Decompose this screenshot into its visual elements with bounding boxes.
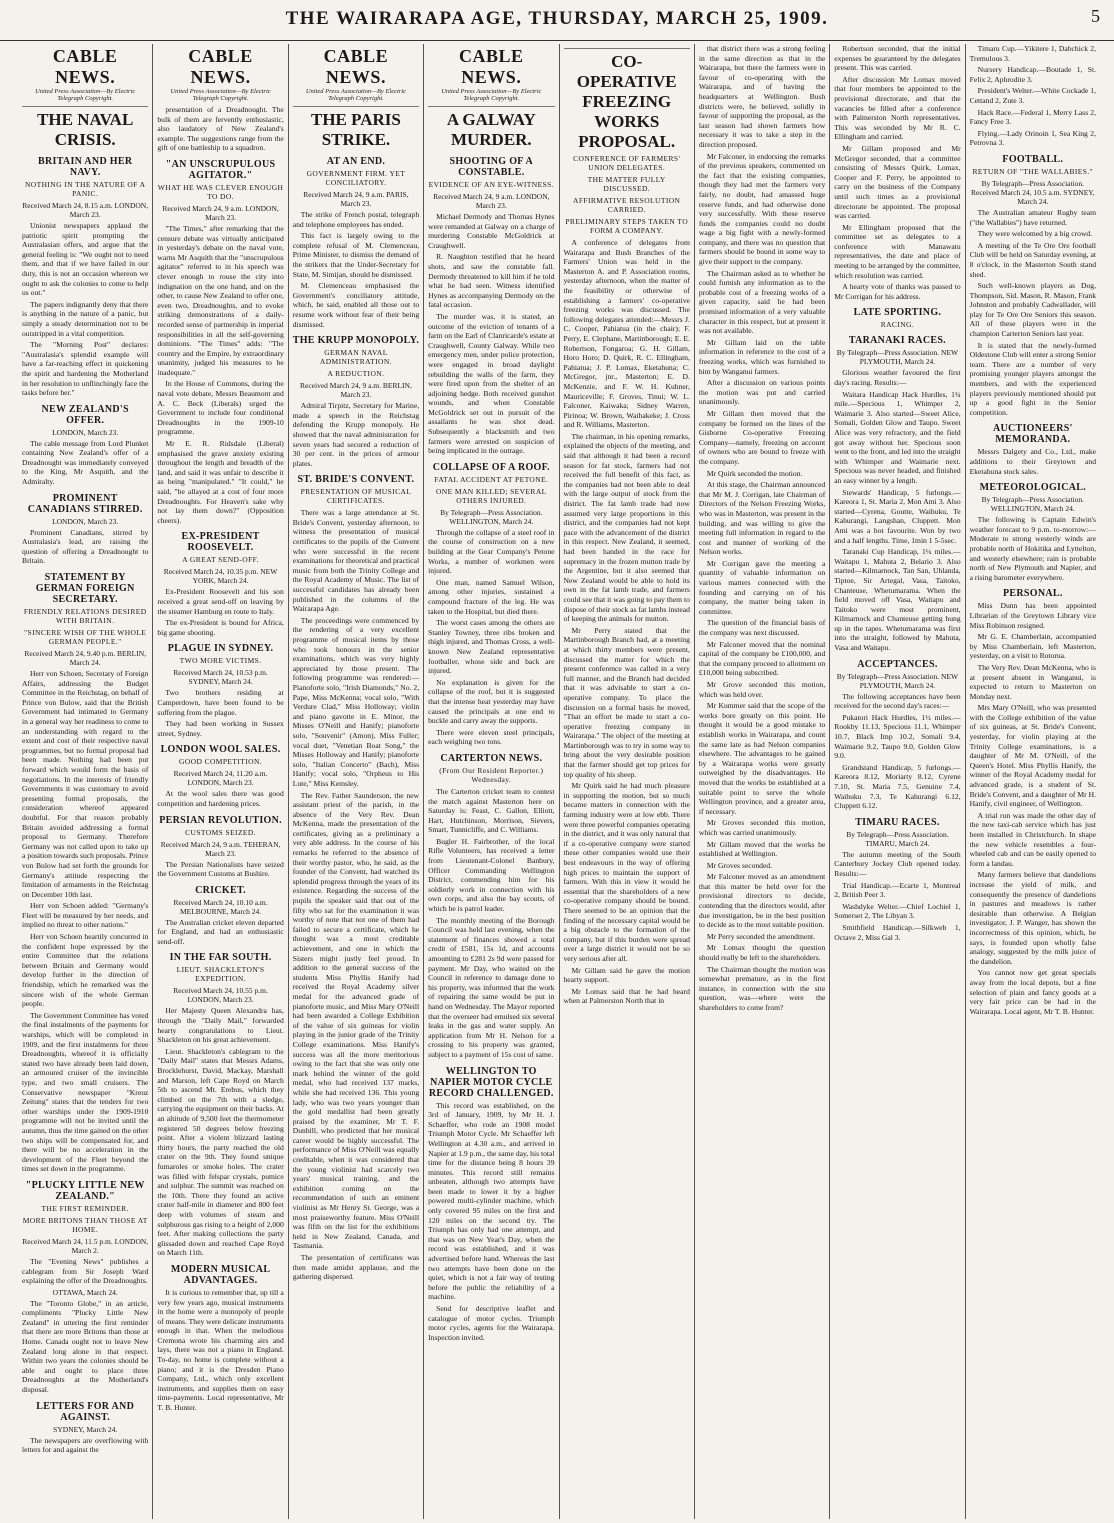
credit-line: United Press Association—By Electric Telegraph Copyright. bbox=[441, 88, 542, 102]
article-subheading: GOVERNMENT FIRM. YET CONCILIATORY. bbox=[306, 169, 406, 187]
paragraph: Mr Corrigan gave the meeting a quantity of valuable information on various matters connected with the founding and carrying on of his company, the matter being taken in committee. bbox=[698, 558, 826, 616]
article-heading: STATEMENT BY GERMAN FOREIGN SECRETARY. bbox=[35, 572, 135, 606]
paragraph: Mr Groves seconded. bbox=[706, 860, 773, 870]
paragraph: R. Naughton testified that he heard shots, and saw the constable fall. Dermody threatened to kill him if he told what he had seen. Witness identified Hynes as accompanying Dermody on the fatal occasion. bbox=[428, 252, 555, 310]
paragraph: Robertson seconded, that the initial expenses be guaranteed by the delegates present. This was carried. bbox=[834, 44, 961, 73]
dateline: Received March 24, 9 a.m. BERLIN, March 23. bbox=[300, 381, 412, 400]
article-subheading: THE MATTER FULLY DISCUSSED. bbox=[587, 175, 666, 193]
paragraph: Ex-President Roosevelt and his son received a great send-off on leaving by the steamer Hamburg en route to Italy. bbox=[157, 587, 284, 616]
paragraph: The ex-President is bound for Africa, big game shooting. bbox=[157, 618, 284, 637]
paragraph: Smithfield Handicap.—Silkweb 1, Octave 2, Miss Gal 3. bbox=[834, 922, 961, 942]
paragraph: There were eleven steel principals, each weighing two tons. bbox=[428, 727, 555, 747]
paragraph: Mr Falconer, in endorsing the remarks of the previous speakers, commented on the fact that the existing companies, though they had met the farmers very fairly, no doubt, had amassed huge reserve funds, and had otherwise done very successfully. With these reserve funds the companies could no doubt wage a big fight with a newly-formed company, and there was no question that farmers should be bound in some way to give their support to the company. bbox=[698, 151, 826, 267]
paragraph: Grandstand Handicap, 5 furlongs.—Kareora 8.12, Moriarty 8.12, Cyrene 7.10, St. Maria 7.5, Genuine 7.4, Waihuku 7.3, Te Kahurangi 6.12, Cluppett 6.12. bbox=[834, 762, 961, 811]
paragraph: Mr Lomax said that he had heard when at Palmerston North that in bbox=[563, 986, 690, 1006]
paragraph: Mr Quirk seconded the motion. bbox=[706, 468, 803, 478]
paragraph: Flying.—Lady Orinoin 1, Sea King 2, Petrovna 3. bbox=[969, 128, 1096, 148]
article-heading: AT AN END. bbox=[326, 156, 386, 167]
section-masthead: CABLE NEWS. bbox=[459, 46, 524, 87]
paragraph: Such well-known players as Dog, Thompson, Sid. Mason, R. Mason, Frank Johnston and probably Cadwallader, will play for Te Ore Ore Seniors this season. All of these players were in the champion Carterton Seniors last year. bbox=[969, 281, 1096, 339]
article-subheading: MORE BRITONS THAN THOSE AT HOME. bbox=[22, 1215, 148, 1234]
column-1 bbox=[18, 44, 153, 1519]
dateline: LONDON, March 23. bbox=[52, 516, 119, 526]
paragraph: Glorious weather favoured the first day's racing. Results:— bbox=[834, 368, 961, 388]
article-headline: A GALWAY MURDER. bbox=[428, 106, 554, 150]
column-8 bbox=[966, 44, 1100, 1519]
article-heading: IN THE FAR SOUTH. bbox=[169, 952, 272, 964]
article-heading: MODERN MUSICAL ADVANTAGES. bbox=[170, 1263, 271, 1286]
article-subheading: A REDUCTION. bbox=[327, 369, 385, 379]
paragraph: Trial Handicap.—Ecarte 1, Montreal 2, British Peer 3. bbox=[834, 880, 961, 900]
article-heading: LATE SPORTING. bbox=[853, 307, 942, 319]
article-heading: NEW ZEALAND'S OFFER. bbox=[41, 403, 129, 426]
column-5 bbox=[560, 44, 695, 1519]
paragraph: The Australian amateur Rugby team ("the Wallabies") have returned. bbox=[969, 207, 1096, 227]
paragraph: Herr von Schoen heartily concurred in the confident hope expressed by the entire Committee that the relations between Britain and Germany would develop further in the direction of friendship, which he remarked was the sincere wish of the whole German people. bbox=[22, 932, 149, 1009]
article-subheading: NOTHING IN THE NATURE OF A PANIC. bbox=[24, 180, 146, 198]
paragraph: In the House of Commons, during the naval vote debate, Messrs Beaumont and A. C. Beck (Liberals) urged the Government to include four conditional Dreadnoughts in the 1909-10 programme. bbox=[157, 379, 284, 437]
paragraph: This record was established, on the 3rd of January, 1909, by Mr H. J. Schaeffer, who rode an 1908 model Triumph Motor Cycle. Mr Schaeffer left Wellington at 4.30 a.m., and arrived in Napier at 1.9 p.m., the same day, his total time for the distance being 8 hours 39 minutes. This record still remains unbeaten, although two attempts have been made to lower it by a higher powered multi-cylinder machine, which only covered 95 miles on the first and 120 miles on the second try. The Triumph has only had one attempt, and that was on New Year's Day, when the record was established, and it was advertised before hand. Whereas the last two attempts have been done on the quiet, which is not a fair way of testing before the public the reliability of a machine. bbox=[428, 1100, 555, 1302]
article-heading: METEOROLOGICAL. bbox=[979, 482, 1087, 494]
article-heading: ACCEPTANCES. bbox=[857, 658, 938, 670]
paragraph: The Rev. Father Saunderson, the new assistant priest of the parish, in the absence of the Very Rev. Dean McKenna, made the presentation of the certificates, giving as a preliminary a very able address. In the course of his remarks he referred to the absence of their worthy pastor, who, he said, as the founder of the Convent, had watched its splendid progress through the years of its existence. Regarding the success of the pupils the speaker said that out of the fifty who sat for the examination it was worthy of note that not one of them had failed to secure a certificate, which he thought was a most creditable achievement, and one in which the Sisters might justly feel proud. In addition to the general success of the students Miss Phyllis Hanify had received the Royal Academy silver medal for the advanced grade of pianoforte music, and Miss Mary O'Neill had been awarded a College Exhibition of the value of six guineas for violin playing in the junior grade of the Trinity College examinations. Miss Hanify's success was all the more meritorious owing to the fact that she was only one mark behind the winner of the gold medal, who had received 137 marks, while she had received 136. This young lady, who was two years younger than the gold medallist had been greatly praised by the examiner, Mr T. F. Dunhill, who predicted that her musical career would be highly successful. The performance of Miss O'Neill was equally creditable, when it was considered that the young violinist had scarcely two years' musical training, and the exhibition coming on the recommendation of such an eminent violinist as Mr Henry St. George, was a most praiseworthy feature. Miss O'Neill was fifth on the list for the exhibitions held in New Zealand, Canada, and Tasmania. bbox=[292, 790, 420, 1251]
paragraph: M. Clemenceau emphasised the Government's conciliatory attitude, which, he said, enabled all those out to resume work without fear of their being dismissed. bbox=[292, 281, 420, 329]
paragraph: Mr Perry stated that the Martinborough Branch had, at a meeting at which thirty members were present, discussed the matter for which the present conference was called in a very full manner, and the Branch had decided that it was advisable to start a co-operative company. To place the discussion on a formal basis he moved, "That an effort be made to start a co-operative freezing company in Wairarapa." The object of the meeting at Martinborough was to try in some way to bring about the very desirable position that the farmer should get top prices for top quality of his sheep. bbox=[563, 625, 690, 779]
paragraph: The "Evening News" publishes a cablegram from Sir Joseph Ward explaining the offer of the Dreadnoughts. bbox=[22, 1256, 149, 1286]
paragraph: Mr Falconer moved as an amendment that this matter be held over for the provisional directors to decide, contending that the directors would, after due investigation, be in the best position to decide as to the most suitable position. bbox=[698, 872, 826, 930]
paragraph: Mr E. R. Ridsdale (Liberal) emphasised the grave anxiety existing throughout the length and breadth of the land, and said it was unfair to describe it as being "manipulated." "It could," he said, "be allayed at a cost of four more Dreadnoughts. For Heaven's sake why not lay them down?" (Opposition cheers). bbox=[157, 439, 284, 525]
paragraph: The Government Committee has voted the final instalments of the payments for warships, which will be completed in 1909, and the first instalments for three Dreadnoughts, whereof it is officially stated two have already been laid down, an armoured cruiser of the invincible type, and two small cruisers. The Conservative newspaper "Kreuz Zeitung" states that the tenders for two other warships under the 1909-1910 programme will not be invited until the autumn, thus the time gained on the other two ships will be compensated for, and there will be no acceleration in the development of the Fleet beyond the times set down in the programme. bbox=[22, 1010, 149, 1174]
paragraph: Mr Perry seconded the amendment. bbox=[706, 931, 816, 941]
paragraph: Mr Quirk said he had much pleasure in supporting the motion, but so much became matters in connection with the farming industry were at low ebb. There were three powerful companies operating in the district, and it was only natural that if a co-operative company were started these other companies would use their best endeavours in the way of offering high prices to maintain the support of farmers. With this in view it would be essential that the shareholders of a new co-operative company should be bound. There seemed to be an opinion that the finding of the necessary capital would be a big obstacle to the formation of the company, but if this burden were spread over a large district it would not be so very serious after all. bbox=[563, 781, 690, 963]
paragraph: The question of the financial basis of the company was next discussed. bbox=[698, 618, 826, 638]
article-heading: LONDON WOOL SALES. bbox=[160, 744, 281, 756]
article-subheading: THE FIRST REMINDER. bbox=[41, 1203, 129, 1213]
paragraph: Mr Ellingham proposed that the committee set as delegates to a conference with Manawatu representatives, the date and place of meeting to be arranged by the committee, which resolution was carried. bbox=[834, 222, 961, 280]
article-headline: THE NAVAL CRISIS. bbox=[22, 106, 148, 150]
paragraph: A hearty vote of thanks was passed to Mr Corrigan for his address. bbox=[834, 282, 961, 301]
paragraph: It is stated that the newly-formed Oldestone Club will enter a strong Senior team. There are a number of very promising younger players amongst the members, and with the experienced players previously mentioned should put up a good fight in the Senior competition. bbox=[969, 340, 1096, 417]
paragraph: that district there was a strong feeling in the same direction as that in the Wairarapa, but there the farmers were in favour of co-operating with the Wairarapa, and of having the headquarters at Wellington. Bush districts were, he believed, solidly in favour of supporting the proposal, as the last season had shown farmers how necessary it was to take a step in the direction proposed. bbox=[698, 44, 826, 149]
masthead bbox=[0, 0, 1114, 41]
article-subheading: "SINCERE WISH OF THE WHOLE GERMAN PEOPLE." bbox=[24, 628, 147, 647]
article-heading: THE KRUPP MONOPOLY. bbox=[292, 335, 420, 347]
paragraph: Two brothers residing at Camperdown, have been found to be suffering from the plague. bbox=[157, 688, 284, 717]
paragraph: The Persian Nationalists have seized the Government Customs at Bushire. bbox=[157, 859, 284, 879]
paragraph: The autumn meeting of the South Canterbury Jockey Club opened today. Results:— bbox=[834, 849, 961, 878]
paragraph: Bugler H. Fairbrother, of the local Rifle Volunteers, has received a letter from Lieutenant-Colonel Banbury, Officer Commanding Wellington District, commending him for his soldierly work in connection with his own corps, and also the bay scouts, of which he is patrol leader. bbox=[428, 836, 555, 914]
paragraph: The monthly meeting of the Borough Council was held last evening, when the statement of finances showed a total credit of £581, 15s 1d, and accounts amounting to £281 2s 9d were passed for payment. Mr Day, who waited on the Council in reference to damage done to his property, was informed that the work of repairing the same would be put in hand on Wednesday. The Mayor reported that the overseer had emulsed six several leaks in the gas and water supply. An application from Mr H. Nelson for a crossing to his property was granted, subject to a payment of 15s cost of same. bbox=[428, 915, 555, 1059]
paragraph: The papers indignantly deny that there is anything in the nature of a panic, but simply a steady determination not to be outstripped in a vital competition. bbox=[22, 299, 149, 338]
dateline: By Telegraph—Press Association. WELLINGTON, March 24. bbox=[981, 495, 1085, 514]
paragraph: The proceedings were commenced by the rendering of a very excellent programme of musical items by those who took honours in the senior examinations, which was very highly appreciated by those present. The following programme was rendered:—Pianoforte solo, "Irish Diamonds," No. 2, Pape, Miss McKenna; vocal solo, "With Verdure Clad," Miss Holloway; violin and piano gavotte in E. Minor, the Misses O'Neill and Hanify; pianoforte solo, "Souvenir" (Amon), Miss Fuller; vocal duet, "Venetian Boat Song," the Misses Holloway and Hanify; pianoforte solo, "Italian Concerto" (Bach), Miss Hanify; vocal solo, "Orpheus to His Lute," Miss Kemsley. bbox=[292, 615, 420, 788]
article-heading: "AN UNSCRUPULOUS AGITATOR." bbox=[165, 158, 276, 181]
article-headline: CO-OPERATIVE FREEZING WORKS PROPOSAL. bbox=[564, 48, 690, 152]
section-masthead: CABLE NEWS. bbox=[52, 46, 118, 87]
paragraph: Messrs Dalgety and Co., Ltd., make additions to their Greytown and Eketahuna stock sales. bbox=[969, 447, 1096, 476]
paragraph: Timaru Cup.—Yikitere 1, Dabchick 2, Tremulous 3. bbox=[969, 44, 1096, 63]
article-subheading: CONFERENCE OF FARMERS' UNION DELEGATES. bbox=[573, 154, 681, 172]
paragraph: One man, named Samuel Wilson, among other injuries, sustained a compound fracture of the leg. He was taken to the Hospital, but died there. bbox=[428, 577, 555, 616]
paragraph: Through the collapse of a steel roof in the course of construction on a new building at the Gear Company's Petone Works, a number of workmen were injured. bbox=[428, 527, 555, 576]
article-subheading: AFFIRMATIVE RESOLUTION CARRIED. bbox=[573, 196, 681, 214]
dateline: SYDNEY, March 24. bbox=[53, 1424, 118, 1434]
paragraph: The Carterton cricket team to contest the match against Masterton here on Saturday is: Feast, C. Gallon, Elliott, Hart, Hutchinson, Morrison, Sievers, Smart, Tunnicliffe, and C. Williams. bbox=[428, 786, 555, 835]
paragraph: Mr Kummer said that the scope of the works bore greatly on this point. He thought it would be a good mistake to establish works in Wairarapa, and count the same late as had Nelson companies elsewhere. The advantages to be gained by a Wairarapa works were greatly outweighed by the disadvantages. He moved that the works be established at a suitable point to serve the whole Wellington province, and a greater area, if necessary. bbox=[698, 701, 826, 816]
paragraph: Mr Falconer moved that the nominal capital of the company be £100,000, and that the company proceed to allotment on £10,000 being subscribed. bbox=[698, 639, 826, 678]
dateline: Received March 24, 8.15 a.m. LONDON, March 23. bbox=[22, 201, 149, 219]
dateline: Received March 24, 9.40 p.m. BERLIN, March 24. bbox=[24, 649, 146, 668]
paragraph: They were welcomed by a big crowd. bbox=[977, 229, 1093, 239]
column-4 bbox=[424, 44, 559, 1519]
article-subheading: RETURN OF "THE WALLABIES." bbox=[972, 166, 1094, 176]
paragraph: After discussion Mr Lomax moved that four members be appointed to the provisional directorate, and that the vacancies be filled after a conference with Palmerston North representatives. This was seconded by Mr R. C. Ellingham and carried. bbox=[834, 74, 961, 142]
paragraph: Herr von Schoen, Secretary of Foreign Affairs, addressing the Budget Committee in the Reichstag, on behalf of Prince von Bulow, said that the British Government had intimated to Germany in a general way her readiness to come to an understanding with regard to the extent and cost of their respective naval programmes, but no formal proposal had been made. Nothing had been put forward which would form the basis of negotiations. In the interests of friendly Governments it was customary to avoid presenting formal proposals, the consideration whereof appeared doubtful. For that reason probably Britain avoided addressing a formal proposal to Germany. Therefore Germany was not called upon to take up a position towards such proposals. Prince von Bulow had set forth the grounds for Germany's attitude respecting the limitation of armaments in the Reichstag on December 10th last. bbox=[22, 669, 149, 899]
article-subheading: GERMAN NAVAL ADMINISTRATION. bbox=[319, 348, 392, 367]
article-heading: WELLINGTON TO NAPIER MOTOR CYCLE RECORD CHALLENGED. bbox=[428, 1065, 554, 1099]
dateline: Received March 24, 9 a.m. TEHERAN, March 23. bbox=[160, 839, 281, 858]
paragraph: Nursery Handicap.—Boutade 1, St. Felix 2, Aphrodite 3. bbox=[969, 65, 1096, 84]
paragraph: Michael Dermody and Thomas Hynes were remanded at Galway on a charge of murdering Constable McGoldrick at Craughwell. bbox=[428, 212, 555, 250]
article-subheading: LIEUT. SHACKLETON'S EXPEDITION. bbox=[176, 965, 265, 984]
paragraph: Mr Gillam then moved that the company be formed on the lines of the Gisborne Co-operative Freezing Company—namely, freezing on account of owners who are bound to freeze with the company. bbox=[698, 408, 826, 466]
credit-line: United Press Association—By Electric Telegraph Copyright. bbox=[35, 88, 136, 102]
dateline: Received March 24, 10.35 p.m. NEW YORK, March 24. bbox=[163, 567, 278, 586]
paragraph: Admiral Tirpitz, Secretary for Marine, made a speech in the Reichstag defending the Krupp monopoly. He showed that the naval administration for seven years had secured a reduction of 30 per cent. in the prices of armour plates. bbox=[292, 401, 420, 468]
dateline: Received March 24, 10.55 p.m. LONDON, March 23. bbox=[173, 986, 268, 1005]
page-number: 5 bbox=[1091, 6, 1100, 26]
paragraph: The Chairman thought the motion was somewhat premature, as in the first instance, in connection with the site question, was—where were the shareholders to come from? bbox=[698, 964, 826, 1012]
dateline: Received March 24, 10.10 a.m. MELBOURNE, March 24. bbox=[173, 897, 268, 916]
paragraph: Taranaki Cup Handicap, 1¼ miles.—Waitapu 1, Mahuta 2, Belario 3. Also started—Kilmarnock, Tan San, Uhlanda, Tiptoe, Sir Artegal, Vasa, Taitoko, Chanteuse, Whetumarama. When the field moved off Vasa, Waitapu and Taitoko were most prominent, Kilmarnock and Chanteuse getting hung up in the tapes. Whetumarama was first into the straight, followed by Mahuta, Vasa and Waitapu. bbox=[834, 547, 961, 653]
paragraph: Mr Gillam proposed and Mr McGregor seconded, that a committee consisting of Messrs Quirk, Lomax, Cooper and F. Perry, be appointed to carry on the business of the Company until such times as a provisional directorate be appointed. The proposal was carried. bbox=[834, 143, 961, 221]
article-subheading: CUSTOMS SEIZED. bbox=[185, 827, 256, 837]
article-subheading: EVIDENCE OF AN EYE-WITNESS. bbox=[428, 180, 554, 189]
article-heading: LETTERS FOR AND AGAINST. bbox=[36, 1400, 135, 1423]
article-heading: FOOTBALL. bbox=[1002, 153, 1064, 165]
paragraph: Mr Grove seconded this motion, which was held over. bbox=[698, 680, 826, 699]
dateline: LONDON, March 23. bbox=[52, 427, 119, 437]
article-heading: COLLAPSE OF A ROOF. bbox=[432, 461, 550, 473]
article-headline: THE PARIS STRIKE. bbox=[293, 106, 419, 150]
credit-line: United Press Association—By Electric Telegraph Copyright. bbox=[305, 88, 407, 102]
dateline: Received March 24, 11.5 p.m. LONDON, March 2. bbox=[22, 1236, 149, 1255]
article-subheading: (From Our Resident Reporter.) Wednesday. bbox=[439, 765, 544, 784]
dateline: By Telegraph—Press Association. NEW PLYMOUTH, March 24. bbox=[836, 348, 959, 367]
article-subheading: RACING. bbox=[880, 320, 915, 330]
newspaper-title: THE WAIRARAPA AGE, THURSDAY, MARCH 25, 1909. bbox=[285, 8, 829, 29]
paragraph: Prominent Canadians, stirred by Australasia's lead, are raising the question of offering a Dreadnought to Britain. bbox=[22, 527, 149, 566]
paragraph: Many farmers believe that dandelions increase the yield of milk, and consequently the presence of dandelions in pastures and meadows is rather desirable than otherwise. A Belgian investigator, J. P. Wanger, has shown the incorrectness of this opinion, which, he says, is founded upon wholly false analogy, suggested by the milk juice of the dandelion. bbox=[969, 870, 1096, 966]
paragraph: Mr Groves seconded this motion, which was carried unanimously. bbox=[698, 818, 826, 837]
dateline: By Telegraph—Press Association. WELLINGTON, March 24. bbox=[440, 507, 543, 526]
paragraph: The Australian cricket eleven departed for England, and had an enthusiastic send-off. bbox=[157, 917, 284, 946]
section-masthead: CABLE NEWS. bbox=[323, 46, 389, 87]
paragraph: The Very Rev. Dean McKenna, who is at present absent in Wanganui, is expected to return to Masterton on Monday next. bbox=[969, 662, 1096, 701]
article-heading: PERSONAL. bbox=[1002, 588, 1063, 600]
paragraph: The "Toronto Globe," in an article, compliments "Plucky Little New Zealand" in uttering the first reminder that there are more Britons than those at Home. Canada ought not to leave New Zealand long alone in that respect. Within two years the colonies should be able and ought to place three Dreadnoughts at the Motherland's disposal. bbox=[22, 1298, 149, 1395]
paragraph: At this stage, the Chairman announced that Mr M. J. Corrigan, late Chairman of Directors of the Nelson Freezing Works, who was in Masterton, was present in the building, and was willing to give the meeting full information in regard to the cost and manner of working of the Nelson works. bbox=[698, 480, 826, 557]
paragraph: The "Morning Post" declares: "Australasia's splendid example will have a far-reaching effect in quickening the spirit and hardening the Motherland in her resolution to unflinchingly face the tasks before her." bbox=[22, 340, 149, 398]
newspaper-columns bbox=[18, 44, 1100, 1519]
paragraph: A trial run was made the other day of the new taxi-cab service which has just been installed in Christchurch. In shape the new vehicle resembles a four-wheeled cab and can be easily opened to form a landau. bbox=[969, 810, 1096, 868]
article-subheading: TWO MORE VICTIMS. bbox=[179, 656, 262, 666]
article-subheading: FRIENDLY RELATIONS DESIRED WITH BRITAIN. bbox=[23, 607, 147, 626]
article-subheading: GOOD COMPETITION. bbox=[179, 757, 263, 767]
paragraph: Mr G. E. Chamberlain, accompanied by Miss Chamberlain, left Masterton, yesterday, on a visit to Rotorua. bbox=[969, 632, 1096, 661]
paragraph: After a discussion on various points the motion was put and carried unanimously. bbox=[698, 378, 826, 407]
paragraph: You cannot now get great specials away from the local depots, but a fine selection of plain and fancy goods at a very fair price can be had in the Wairarapa. Local agent, Mr T. B. Hunter. bbox=[969, 968, 1096, 1016]
paragraph: Waitara Handicap Hack Hurdles, 1¾ mile.—Specious 1, Whimper 2, Waimarie 3. Also started—Sweet Alice, Somali, Golden Glow and Taupo. Sweet Alice was very refractory, and the field got away without her. Specious soon went to the front, and led into the straight with Whimper and Waimarie next. Specious was never headed, and finished an easy winner by a length. bbox=[834, 389, 961, 485]
paragraph: Lieut. Shackleton's cablegram to the "Daily Mail" states that Messrs Adams, Brocklehurst, David, Mackay, Marshall and Marson, left Cape Royd on March 5th to ascend Mt. Erebus, which they climbed on the 7th with a sledge, carrying the equipment on their backs. At an altitude of 9,500 feet the thermometer registered 50 degrees below freezing point. After a violent blizzard lasting thirty hours, the party reached the old crater on the 9th. They found unique fumaroles or smoke holes. The crater was filled with felspar crystals, pumice and sulphur. The summit was reached on the 10th. There they found an active crater half-mile in diameter and 800 feet deep with volumes of steam and sulphurous gas rising to a height of 2,000 feet. After making collections the party glissaded down and reached Cape Royd on March 11th. bbox=[157, 1046, 284, 1258]
article-heading: CRICKET. bbox=[195, 884, 246, 896]
article-heading: TIMARU RACES. bbox=[855, 816, 940, 828]
paragraph: Mr Gillam moved that the works be established at Wellington. bbox=[698, 839, 826, 859]
paragraph: Washdyke Welter.—Chief Lochiel 1, Somerset 2, The Libyan 3. bbox=[834, 901, 961, 921]
article-heading: ST. BRIDE'S CONVENT. bbox=[297, 474, 415, 486]
article-heading: EX-PRESIDENT ROOSEVELT. bbox=[181, 531, 260, 554]
paragraph: At the wool sales there was good competition and hardening prices. bbox=[157, 789, 284, 808]
article-subheading: WHAT HE WAS CLEVER ENOUGH TO DO. bbox=[157, 182, 284, 201]
dateline: Received March 24, 11.20 a.m. LONDON, March 23. bbox=[173, 769, 268, 788]
article-heading: "PLUCKY LITTLE NEW ZEALAND." bbox=[25, 1179, 145, 1202]
paragraph: "The Times," after remarking that the censure debate was virtually anticipated in yesterday's debate on the naval vote, warns Mr Asquith that the "unscrupulous agitator" referred to in his speech was clever enough to rouse the city into indignation on the one hand, and on the other, to cause New Zealand to offer one, even two, Dreadnoughts, and to evoke striking demonstrations of a daily-recorded sense of partnership in imperial responsibilities in all the self-governing dominions. "The Times" adds: "The country and the Empire, by extraordinary unanimity, judged his measures to be inadequate." bbox=[157, 223, 284, 377]
article-heading: PROMINENT CANADIANS STIRRED. bbox=[27, 492, 143, 515]
article-heading: PLAGUE IN SYDNEY. bbox=[167, 643, 274, 655]
paragraph: A meeting of the Te Ore Ore football Club will be held on Saturday evening, at 8 o'clock, in the Masterton South stand shed. bbox=[969, 240, 1096, 279]
paragraph: Pukatori Hack Hurdles, 1½ miles.—Rookby 11.13, Specious 11.1, Whimper 10.7, Black Imp 10.2, Somali 9.4, Waimarie 9.2, Taupo 9.0, Golden Glow 9.0. bbox=[834, 712, 961, 761]
article-heading: PERSIAN REVOLUTION. bbox=[159, 814, 282, 826]
dateline: By Telegraph—Press Association. NEW PLYMOUTH, March 24. bbox=[836, 671, 959, 690]
article-subheading: PRELIMINARY STEPS TAKEN TO FORM A COMPANY. bbox=[565, 217, 689, 235]
paragraph: A conference of delegates from Wairarapa and Bush Branches of the Farmers' Union was held in the Masterton A. and P. Association rooms, yesterday afternoon, when the matter of the feasibility or otherwise of establishing a farmers' co-operative freezing works was discussed. The following delegates attended:—Messrs J. C. Cooper, Pahiatua (in the chair); F. Perry, E. Clephane, Martinborough; E. E. Robertson, Fongaroa; G. H. Gillam, Horo Horo; D. Quirk, R. C. Ellingham, Pahiatua; J. P. Lomax, Eketahuna; C. McGregor, jnr., Masterton; E. D. McKenzie, and F. W. H. Kuhner, Mauriceville; F. Groves, Tinui; W. L. Falconer, Kaiwaka; Sidney Warren, Pirinoa; W. Brown, Waihakeke; J. Cross and R. Williams, Masterton. bbox=[563, 238, 690, 430]
dateline: Received March 24, 10.53 p.m. SYDNEY, March 24. bbox=[173, 668, 268, 687]
paragraph: They had been working in Sussex street, Sydney. bbox=[157, 719, 284, 738]
dateline: By Telegraph—Press Association. TIMARU, March 24. bbox=[846, 829, 949, 848]
paragraph: Mrs Mary O'Neill, who was presented with the College exhibition of the value of six guineas, at St. Bride's Convent, yesterday, for violin playing at the Trinity College examinations, is a daughter of Mr M. O'Neill, of the Queen's Hotel. Miss Phyllis Hanify, the winner of the Royal Academy medal for advanced grade, is a student of St. Bride's Convent, and a daughter of Mr H. Hanify, civil engineer, of Wellington. bbox=[969, 703, 1096, 809]
paragraph: Her Majesty Queen Alexandra has, through the "Daily Mail," forwarded hearty congratulations to Lieut. Shackleton on his great achievement. bbox=[157, 1006, 284, 1045]
article-heading: TARANAKI RACES. bbox=[848, 335, 946, 347]
paragraph: There was a large attendance at St. Bride's Convent, yesterday afternoon, to witness the presentation of musical certificates to the pupils of the Convent who were successful in the recent examinations for theoretical and practical music from both the Trinity College and the Royal Academy of Music. The list of successful candidates has already been published in the columns of the Wairarapa Age. bbox=[292, 508, 420, 614]
column-7 bbox=[830, 44, 965, 1519]
paragraph: The following acceptances have been received for the second day's races:— bbox=[834, 691, 961, 711]
article-heading: AUCTIONEERS' MEMORANDA. bbox=[992, 423, 1073, 446]
paragraph: Unionist newspapers applaud the patriotic spirit prompting the Australasian offers, and argue that the general feeling is: "We ought not to need them, and that if we have failed in our duty, this is not an occasion whereon we ought to ask the colonies to come to help us out." bbox=[22, 221, 149, 298]
article-subheading: FATAL ACCIDENT AT PETONE. bbox=[434, 474, 549, 484]
dateline: By Telegraph—Press Association. Received March 24, 10.5 a.m. SYDNEY, March 24. bbox=[971, 178, 1095, 206]
paragraph: The presentation of certificates was then made amidst applause, and the gathering dispersed. bbox=[292, 1253, 420, 1282]
paragraph: Mr Gillam said he gave the motion hearty support. bbox=[563, 965, 690, 985]
paragraph: The newspapers are overflowing with letters for and against the bbox=[22, 1435, 149, 1455]
paragraph: The following is Captain Edwin's weather forecast to 9 p.m. to-morrow:—Moderate to strong westerly winds are probable north of Hokitika and Lyttelton, and westerly elsewhere; rain is probable north of New Plymouth and Napier, and a rising barometer everywhere. bbox=[969, 515, 1096, 582]
paragraph: The strike of French postal, telegraph and telephone employees has ended. bbox=[292, 210, 420, 229]
article-subheading: PRESENTATION OF MUSICAL CERTIFICATES. bbox=[300, 487, 412, 506]
dateline: OTTAWA, March 24. bbox=[52, 1287, 118, 1297]
paragraph: It is curious to remember that, up till a very few years ago, musical instruments in the home were a monopoly of people of means. They were delicate instruments enough in that. When the melodious Cremona wrote his charming airs and lays, there was not a piano in England. To-day, no home is complete without a piano; and it is the Dresden Piano Company, Ltd., which only excellent instruments, and supplies them on easy time-payments. Local representative, Mr T. B. Hunter. bbox=[157, 1287, 284, 1413]
article-heading: CARTERTON NEWS. bbox=[440, 752, 543, 764]
credit-line: United Press Association—By Electric Telegraph Copyright. bbox=[170, 88, 271, 102]
paragraph: The cable message from Lord Plunket containing New Zealand's offer of a Dreadnought was immediately conveyed to the King, Mr Asquith, and the Admiralty. bbox=[22, 438, 149, 487]
column-3 bbox=[289, 44, 424, 1519]
dateline: Received March 24, 9 a.m. LONDON, March 23. bbox=[162, 203, 279, 222]
paragraph: Hack Race.—Federal 1, Merry Lass 2, Fancy Free 3. bbox=[969, 107, 1096, 127]
paragraph: Stewards' Handicap, 5 furlongs.—Kareora 1, St. Maria 2, Mon Ami 3. Also started—Cyrena, Goutte, Waihuku, Te Kahurangi, Langshan, Cluppett. Mon Ami was a hot favourite. Won by two and a half lengths. Time, 1min 1 5-5sec. bbox=[834, 487, 961, 545]
article-subheading: A GREAT SEND-OFF. bbox=[182, 555, 259, 565]
paragraph: No explanation is given for the collapse of the roof, but it is suggested that the intense heat yesterday may have caused the principals at one end to buckle and carry away the supports. bbox=[428, 677, 555, 726]
article-heading: SHOOTING OF A CONSTABLE. bbox=[449, 156, 534, 178]
section-masthead: CABLE NEWS. bbox=[188, 46, 253, 87]
paragraph: Mr Gillam laid on the table information in reference to the cost of a freezing works, which was furnished to him by Wanganui farmers. bbox=[698, 337, 826, 376]
paragraph: presentation of a Dreadnought. The bulk of them are fervently enthusiastic, also laudatory of New Zealand's example. The suggestions range from the gift of one battleship to a squadron. bbox=[157, 105, 284, 153]
paragraph: This fact is largely owing to the complete refusal of M. Clemenceau, Prime Minister, to dismiss the demand of the strikers that the Under-Secretary for State, M. Simijan, should be dismissed. bbox=[292, 231, 420, 279]
dateline: Received March 24, 9 a.m. LONDON, March 23. bbox=[433, 192, 550, 210]
paragraph: Mr Lomax thought the question should really be left to the shareholders. bbox=[698, 943, 826, 963]
article-subheading: ONE MAN KILLED; SEVERAL OTHERS INJURED. bbox=[435, 486, 547, 505]
article-heading: BRITAIN AND HER NAVY. bbox=[38, 156, 133, 178]
paragraph: The murder was, it is stated, an outcome of the eviction of tenants of a farm on the Earl of Clanricarde's estate at Craughwell, County Galway. While two emergency men, under police protection, were engaged in broad daylight rebuilding the walls of the farm, they were fired upon from the shelter of an adjoining hedge. Both received gunshot wounds, and when Constable McGoldrick set out in pursuit of the assailants he was shot dead. Subsequently a blacksmith and two farmers were arrested on suspicion of being implicated in the outrage. bbox=[428, 311, 555, 456]
paragraph: Send for descriptive leaflet and catalogue of motor cycles. Triumph motor cycles, agents for the Wairarapa. Inspection invited. bbox=[428, 1304, 555, 1342]
paragraph: The chairman, in his opening remarks, explained the objects of the meeting, and said that although it had been a record season for fat stock, farmers had not received the full benefit of this fact, as the companies had not been able to deal with the large output of stock from the district. The fat lamb trade had now assumed very large proportions in this district, and the companies had not kept pace with the advancement of the district in this respect. New Zealand, it seemed, had been handed in the race for supremacy in the frozen mutton trade by the Argentine, but it also seemed that New Zealand would be able to hold its own in the fat lamb trade, and farmers could see that it was going to pay them to dispose of their stock as fat lambs instead of keeping the animals for mutton. bbox=[563, 431, 690, 624]
paragraph: Miss Dunn has been appointed Librarian of the Greytown Library vice Miss Robinson resigned. bbox=[969, 601, 1096, 630]
column-6 bbox=[695, 44, 830, 1519]
paragraph: Herr von Schoen added: "Germany's Fleet will be measured by her needs, and implied no threat to other nations." bbox=[22, 901, 149, 930]
dateline: Received March 24, 9 a.m. PARIS, March 23. bbox=[303, 190, 409, 208]
column-2 bbox=[153, 44, 288, 1519]
paragraph: President's Welter.—White Cockade 1, Cettand 2, Zute 3. bbox=[969, 86, 1096, 105]
paragraph: The Chairman asked as to whether he could furnish any information as to the probable cost of a freezing works of a given capacity, said he had been promised information of a very valuable character in this respect, but at present it was not available. bbox=[698, 268, 826, 336]
paragraph: The worst cases among the others are Stanley Towney, three ribs broken and thigh injured, and Thomas Cross, a well-known New Zealand representative footballer, whose side and back are injured. bbox=[428, 618, 555, 676]
